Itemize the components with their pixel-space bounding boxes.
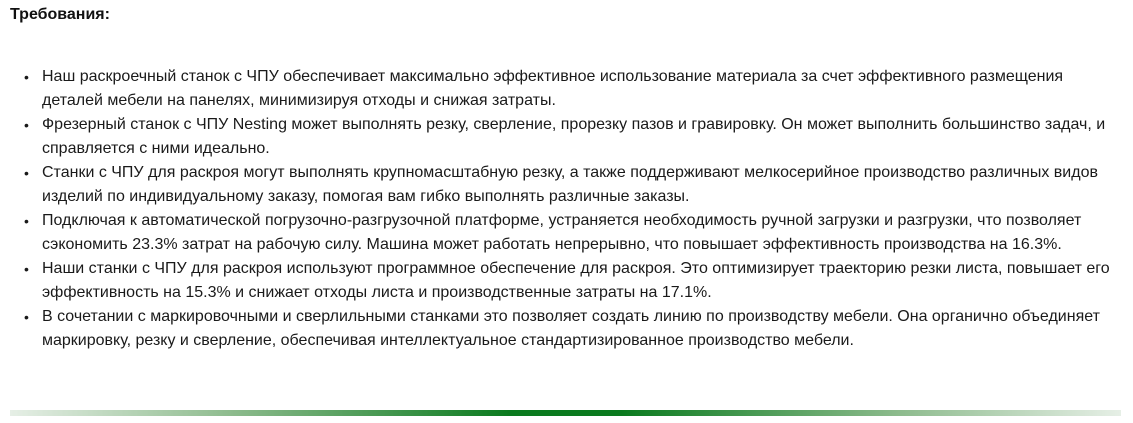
- list-item: [24, 161, 1119, 209]
- list-item: [24, 305, 1119, 353]
- list-item: [24, 209, 1119, 257]
- bullet-icon: •: [24, 309, 29, 325]
- section-heading: Требования:: [10, 6, 110, 23]
- requirements-list: [24, 65, 1119, 353]
- list-item-text: Наш раскроечный станок с ЧПУ обеспечивает максимально эффективное использование материала за счет эффективного размещения деталей мебели на панелях, минимизируя отходы и снижая затраты.: [42, 68, 1064, 109]
- list-item-text: Подключая к автоматической погрузочно-разгрузочной платформе, устраняется необходимость ручной загрузки и разгрузки, что позволяет сэкономить 23.3% затрат на рабочую силу. Машина может работать непрерывно, что повышает эффективность производства на 16.3%.: [42, 212, 1082, 253]
- bullet-icon: •: [24, 165, 29, 181]
- bullet-icon: •: [24, 213, 29, 229]
- bullet-icon: •: [24, 117, 29, 133]
- bullet-icon: •: [24, 69, 29, 85]
- list-item-text: Станки с ЧПУ для раскроя могут выполнять крупномасштабную резку, а также поддерживают мелкосерийное производство различных видов изделий по индивидуальному заказу, помогая вам гибко выполнять различные заказы.: [42, 164, 1098, 205]
- list-item: [24, 65, 1119, 113]
- list-item-text: Наши станки с ЧПУ для раскроя используют программное обеспечение для раскроя. Это оптимизирует траекторию резки листа, повышает его эффективность на 15.3% и снижает отходы листа и производственные затраты на 17.1%.: [42, 260, 1110, 301]
- list-item: [24, 257, 1119, 305]
- bullet-icon: •: [24, 261, 29, 277]
- list-item-text: Фрезерный станок с ЧПУ Nesting может выполнять резку, сверление, прорезку пазов и гравировку. Он может выполнить большинство задач, и справляется с ними идеально.: [42, 116, 1106, 157]
- list-item: [24, 113, 1119, 161]
- section-divider: [10, 410, 1121, 416]
- list-item-text: В сочетании с маркировочными и сверлильными станками это позволяет создать линию по производству мебели. Она органично объединяет маркировку, резку и сверление, обеспечивая интеллектуальное стандартизированное производство мебели.: [42, 308, 1100, 349]
